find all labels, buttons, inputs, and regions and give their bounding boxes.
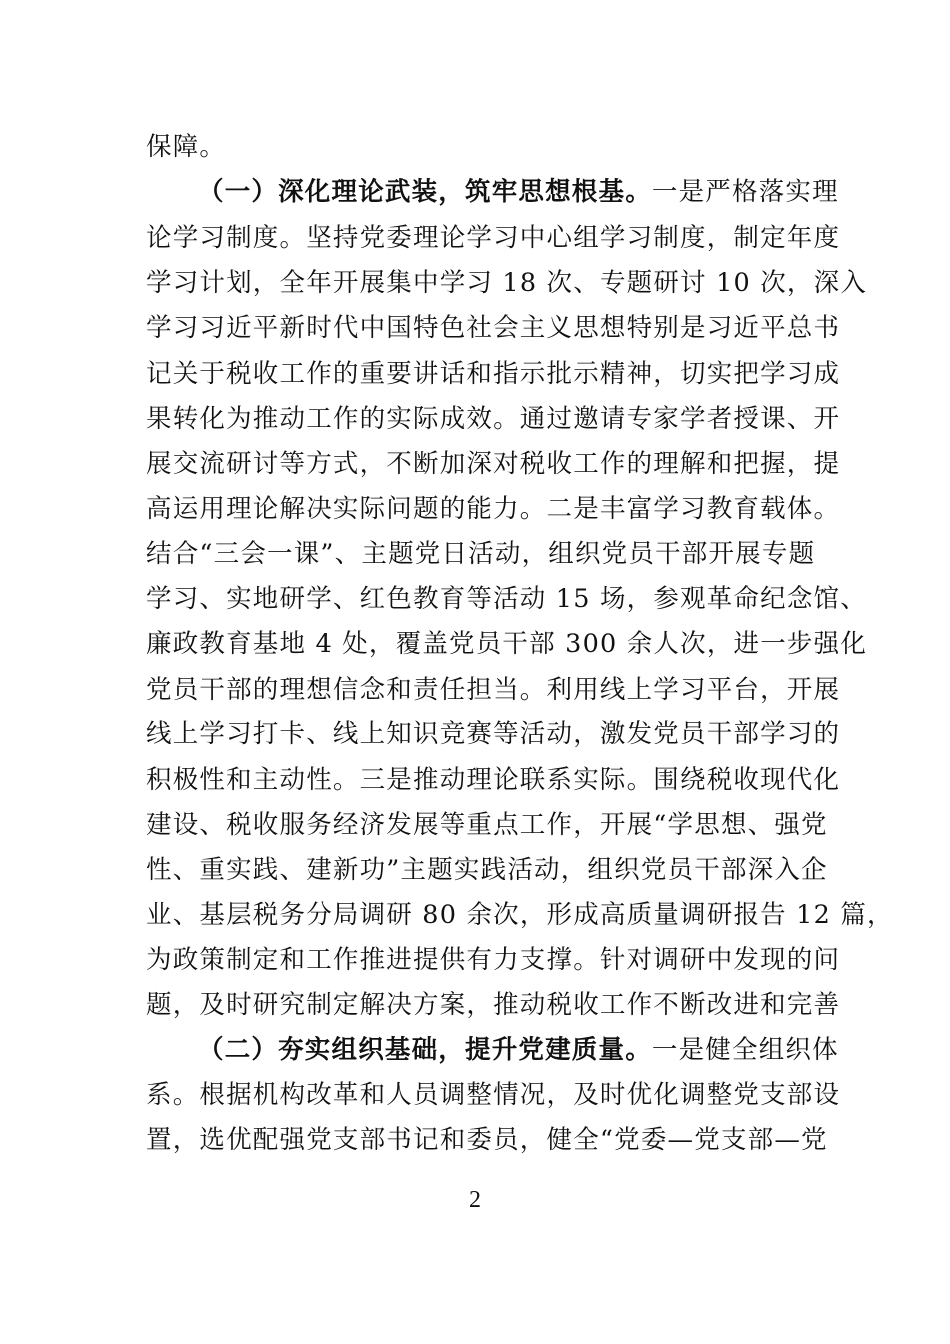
body-text-line xyxy=(146,940,841,980)
body-text-line xyxy=(146,308,841,348)
section-heading: （一）深化理论武装，筑牢思想根基。 xyxy=(198,177,652,207)
text-run: 置，选优配强党支部书记和委员，健全“党委—党支部—党 xyxy=(146,1125,828,1155)
text-run: 题，及时研究制定解决方案，推动税收工作不断改进和完善 xyxy=(146,990,841,1020)
text-run: 记关于税收工作的重要讲话和指示批示精神，切实把学习成 xyxy=(146,359,841,389)
body-text-line xyxy=(146,263,868,303)
text-run: 性、重实践、建新功”主题实践活动，组织党员干部深入企 xyxy=(146,855,828,885)
body-text-line xyxy=(146,354,841,394)
text-run: 业、基层税务分局调研 80 余次，形成高质量调研报告 12 篇， xyxy=(146,900,894,930)
text-run: 廉政教育基地 4 处，覆盖党员干部 300 余人次，进一步强化 xyxy=(146,629,868,659)
text-run: 论学习制度。坚持党委理论学习中心组学习制度，制定年度 xyxy=(146,223,841,253)
body-text-line xyxy=(146,985,841,1025)
text-run: 学习、实地研学、红色教育等活动 15 场，参观革命纪念馆、 xyxy=(146,584,867,614)
body-text-line xyxy=(146,1120,828,1160)
text-run: 为政策制定和工作推进提供有力支撑。针对调研中发现的问 xyxy=(146,945,841,975)
body-text-line xyxy=(146,805,828,845)
body-text-line xyxy=(146,895,894,935)
body-text-line xyxy=(146,489,841,529)
section-heading: （二）夯实组织基础，提升党建质量。 xyxy=(198,1035,652,1065)
text-run: 果转化为推动工作的实际成效。通过邀请专家学者授课、开 xyxy=(146,404,841,434)
text-run: 系。根据机构改革和人员调整情况，及时优化调整党支部设 xyxy=(146,1080,841,1110)
text-run: 展交流研讨等方式，不断加深对税收工作的理解和把握，提 xyxy=(146,449,841,479)
body-text-line xyxy=(146,218,841,258)
body-text-line xyxy=(146,670,841,710)
body-text-line xyxy=(146,399,841,439)
text-run: 建设、税收服务经济发展等重点工作，开展“学思想、强党 xyxy=(146,810,828,840)
text-run: 积极性和主动性。三是推动理论联系实际。围绕税收现代化 xyxy=(146,765,841,795)
page-number: 2 xyxy=(469,1187,481,1213)
text-run: 高运用理论解决实际问题的能力。二是丰富学习教育载体。 xyxy=(146,494,841,524)
body-text-line xyxy=(146,534,816,574)
body-text-line xyxy=(146,760,841,800)
body-text-line xyxy=(146,1075,841,1115)
text-run: 一是健全组织体 xyxy=(651,1035,839,1065)
text-run: 一是严格落实理 xyxy=(651,177,839,207)
body-text-line xyxy=(146,624,868,664)
body-text-line xyxy=(146,579,867,619)
text-run: 保障。 xyxy=(146,132,227,162)
section-heading-line xyxy=(198,1030,868,1070)
text-run: 学习计划，全年开展集中学习 18 次、专题研讨 10 次，深入 xyxy=(146,268,868,298)
text-run: 线上学习打卡、线上知识竞赛等活动，激发党员干部学习的 xyxy=(146,719,841,749)
text-run: 结合“三会一课”、主题党日活动，组织党员干部开展专题 xyxy=(146,539,816,569)
body-text-line xyxy=(146,127,816,167)
text-run: 党员干部的理想信念和责任担当。利用线上学习平台，开展 xyxy=(146,675,841,705)
body-text-line xyxy=(146,714,841,754)
section-heading-line xyxy=(198,172,868,212)
text-run: 学习习近平新时代中国特色社会主义思想特别是习近平总书 xyxy=(146,313,841,343)
body-text-line xyxy=(146,850,828,890)
body-text-line xyxy=(146,444,841,484)
